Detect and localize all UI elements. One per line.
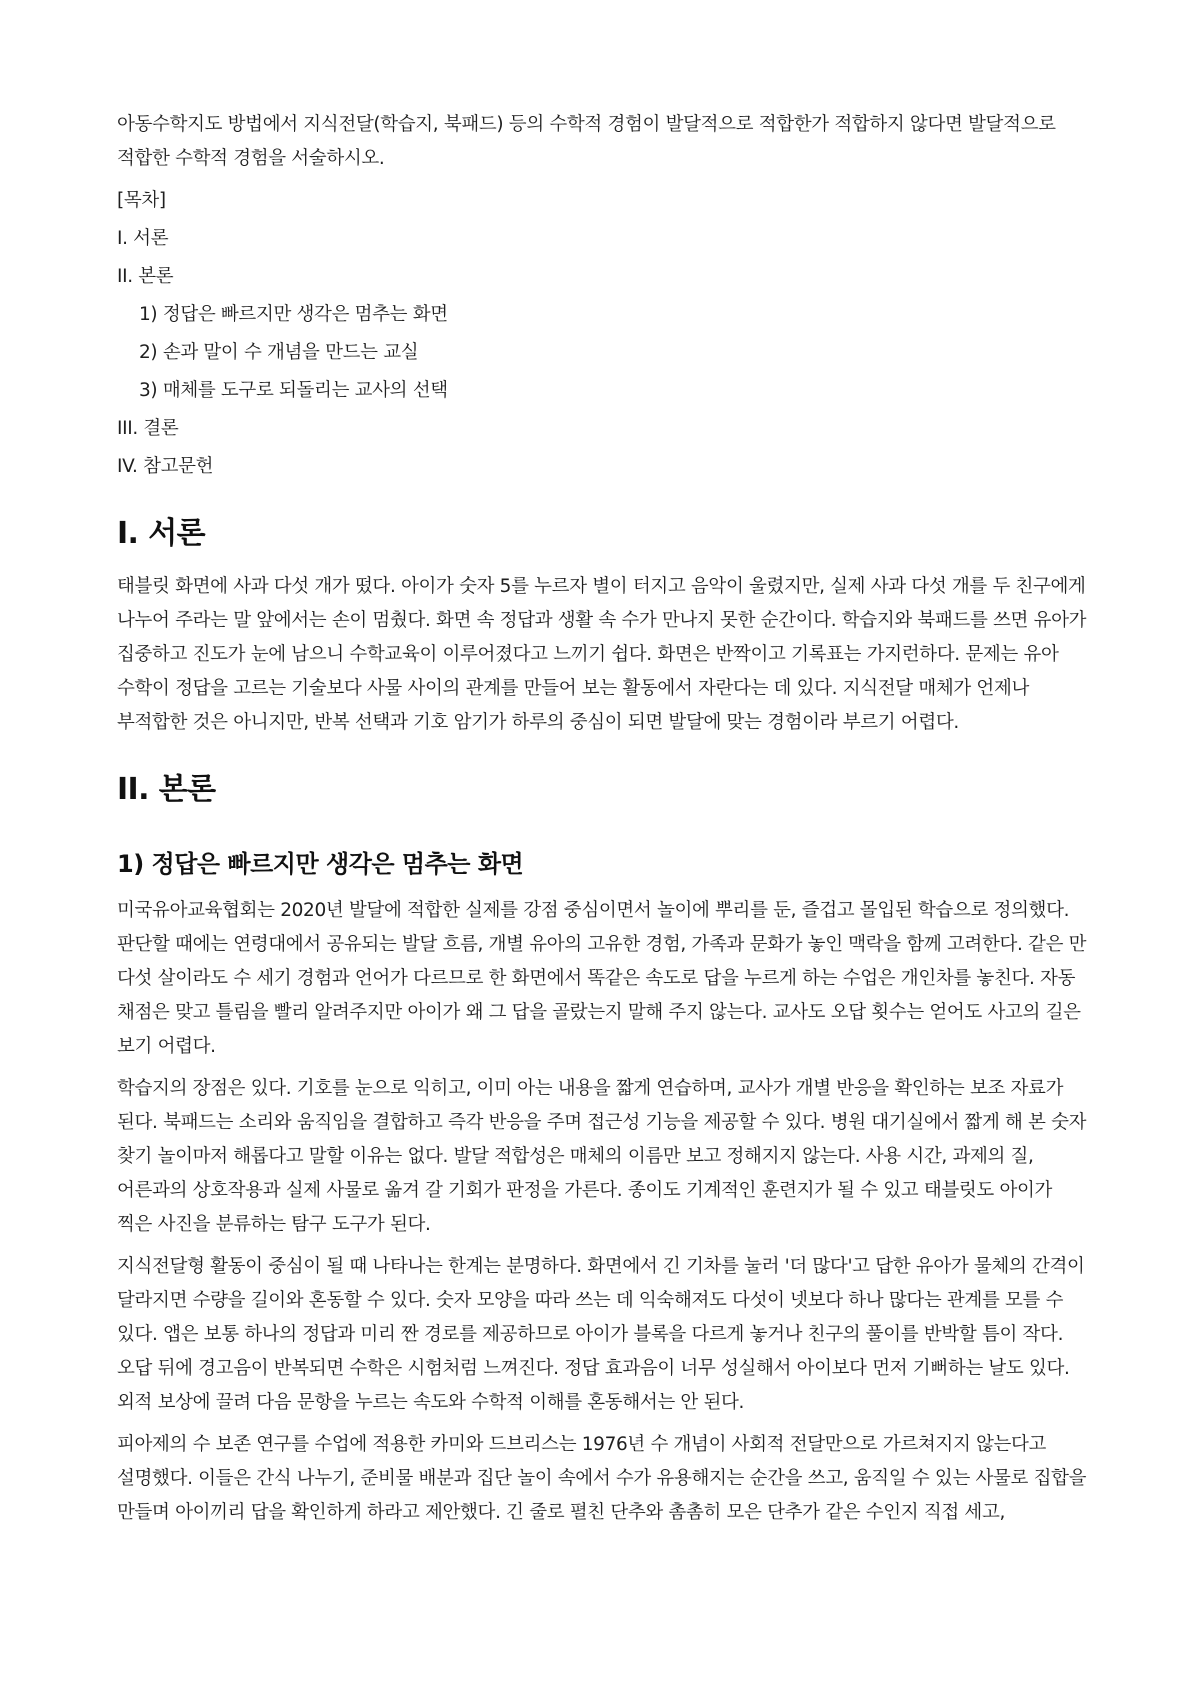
toc-heading: [목차] (117, 190, 166, 211)
body-paragraph-4: 피아제의 수 보존 연구를 수업에 적용한 카미와 드브리스는 1976년 수 개념이 사회적 전달만으로 가르쳐지지 않는다고 설명했다. 이들은 간식 나누기, 준비물 배분과 집단 놀이 속에서 수가 유용해지는 순간을 쓰고, 움직일 수 있는 사물로 집합을 만들며 아이끼리 답을 확인하게 하라고 제안했다. 긴 줄로 펼친 단추와 촘촘히 모은 단추가 같은 수인지 직접 세고, (117, 1434, 1087, 1523)
toc-item-intro: I. 서론 (117, 228, 169, 249)
body-paragraph-3: 지식전달형 활동이 중심이 될 때 나타나는 한계는 분명하다. 화면에서 긴 기차를 눌러 '더 많다'고 답한 유아가 물체의 간격이 달라지면 수량을 길이와 혼동할 수 있다. 숫자 모양을 따라 쓰는 데 익숙해져도 다섯이 넷보다 하나 많다는 관계를 모를 수 있다. 앱은 보통 하나의 정답과 미리 짠 경로를 제공하므로 아이가 블록을 다르게 놓거나 친구의 풀이를 반박할 틈이 작다. 오답 뒤에 경고음이 반복되면 수학은 시험처럼 느껴진다. 정답 효과음이 너무 성실해서 아이보다 먼저 기뻐하는 날도 있다. 외적 보상에 끌려 다음 문항을 누르는 속도와 수학적 이해를 혼동해서는 안 된다. (117, 1256, 1085, 1413)
document-page (117, 108, 1089, 1538)
subsection-title-1: 1) 정답은 빠르지만 생각은 멈추는 화면 (117, 850, 524, 878)
table-of-contents (117, 184, 1089, 484)
body-paragraph-1: 미국유아교육협회는 2020년 발달에 적합한 실제를 강점 중심이면서 놀이에 뿌리를 둔, 즐겁고 몰입된 학습으로 정의했다. 판단할 때에는 연령대에서 공유되는 발달 흐름, 개별 유아의 고유한 경험, 가족과 문화가 놓인 맥락을 함께 고려한다. 같은 만 다섯 살이라도 수 세기 경험과 언어가 다르므로 한 화면에서 똑같은 속도로 답을 누르게 하는 수업은 개인차를 놓친다. 자동 채점은 맞고 틀림을 빨리 알려주지만 아이가 왜 그 답을 골랐는지 말해 주지 않는다. 교사도 오답 횟수는 얻어도 사고의 길은 보기 어렵다. (117, 900, 1087, 1057)
toc-item-body-1: 1) 정답은 빠르지만 생각은 멈추는 화면 (139, 304, 448, 325)
section-title-body: II. 본론 (117, 772, 216, 807)
toc-item-body: II. 본론 (117, 266, 174, 287)
intro-paragraph: 태블릿 화면에 사과 다섯 개가 떴다. 아이가 숫자 5를 누르자 별이 터지고 음악이 울렸지만, 실제 사과 다섯 개를 두 친구에게 나누어 주라는 말 앞에서는 손이 멈췄다. 화면 속 정답과 생활 속 수가 만나지 못한 순간이다. 학습지와 북패드를 쓰면 유아가 집중하고 진도가 눈에 남으니 수학교육이 이루어졌다고 느끼기 쉽다. 화면은 반짝이고 기록표는 가지런하다. 문제는 유아 수학이 정답을 고르는 기술보다 사물 사이의 관계를 만들어 보는 활동에서 자란다는 데 있다. 지식전달 매체가 언제나 부적합한 것은 아니지만, 반복 선택과 기호 암기가 하루의 중심이 되면 발달에 맞는 경험이라 부르기 어렵다. (117, 576, 1087, 733)
section-title-intro: I. 서론 (117, 516, 205, 551)
question-text: 아동수학지도 방법에서 지식전달(학습지, 북패드) 등의 수학적 경험이 발달적으로 적합한가 적합하지 않다면 발달적으로 적합한 수학적 경험을 서술하시오. (117, 114, 1056, 169)
toc-item-body-2: 2) 손과 말이 수 개념을 만드는 교실 (139, 342, 419, 363)
body-paragraph-2: 학습지의 장점은 있다. 기호를 눈으로 익히고, 이미 아는 내용을 짧게 연습하며, 교사가 개별 반응을 확인하는 보조 자료가 된다. 북패드는 소리와 움직임을 결합하고 즉각 반응을 주며 접근성 기능을 제공할 수 있다. 병원 대기실에서 짧게 해 본 숫자 찾기 놀이마저 해롭다고 말할 이유는 없다. 발달 적합성은 매체의 이름만 보고 정해지지 않는다. 사용 시간, 과제의 질, 어른과의 상호작용과 실제 사물로 옮겨 갈 기회가 판정을 가른다. 종이도 기계적인 훈련지가 될 수 있고 태블릿도 아이가 찍은 사진을 분류하는 탐구 도구가 된다. (117, 1078, 1087, 1235)
toc-item-body-3: 3) 매체를 도구로 되돌리는 교사의 선택 (139, 380, 448, 401)
toc-item-references: IV. 참고문헌 (117, 456, 214, 477)
toc-item-conclusion: III. 결론 (117, 418, 179, 439)
